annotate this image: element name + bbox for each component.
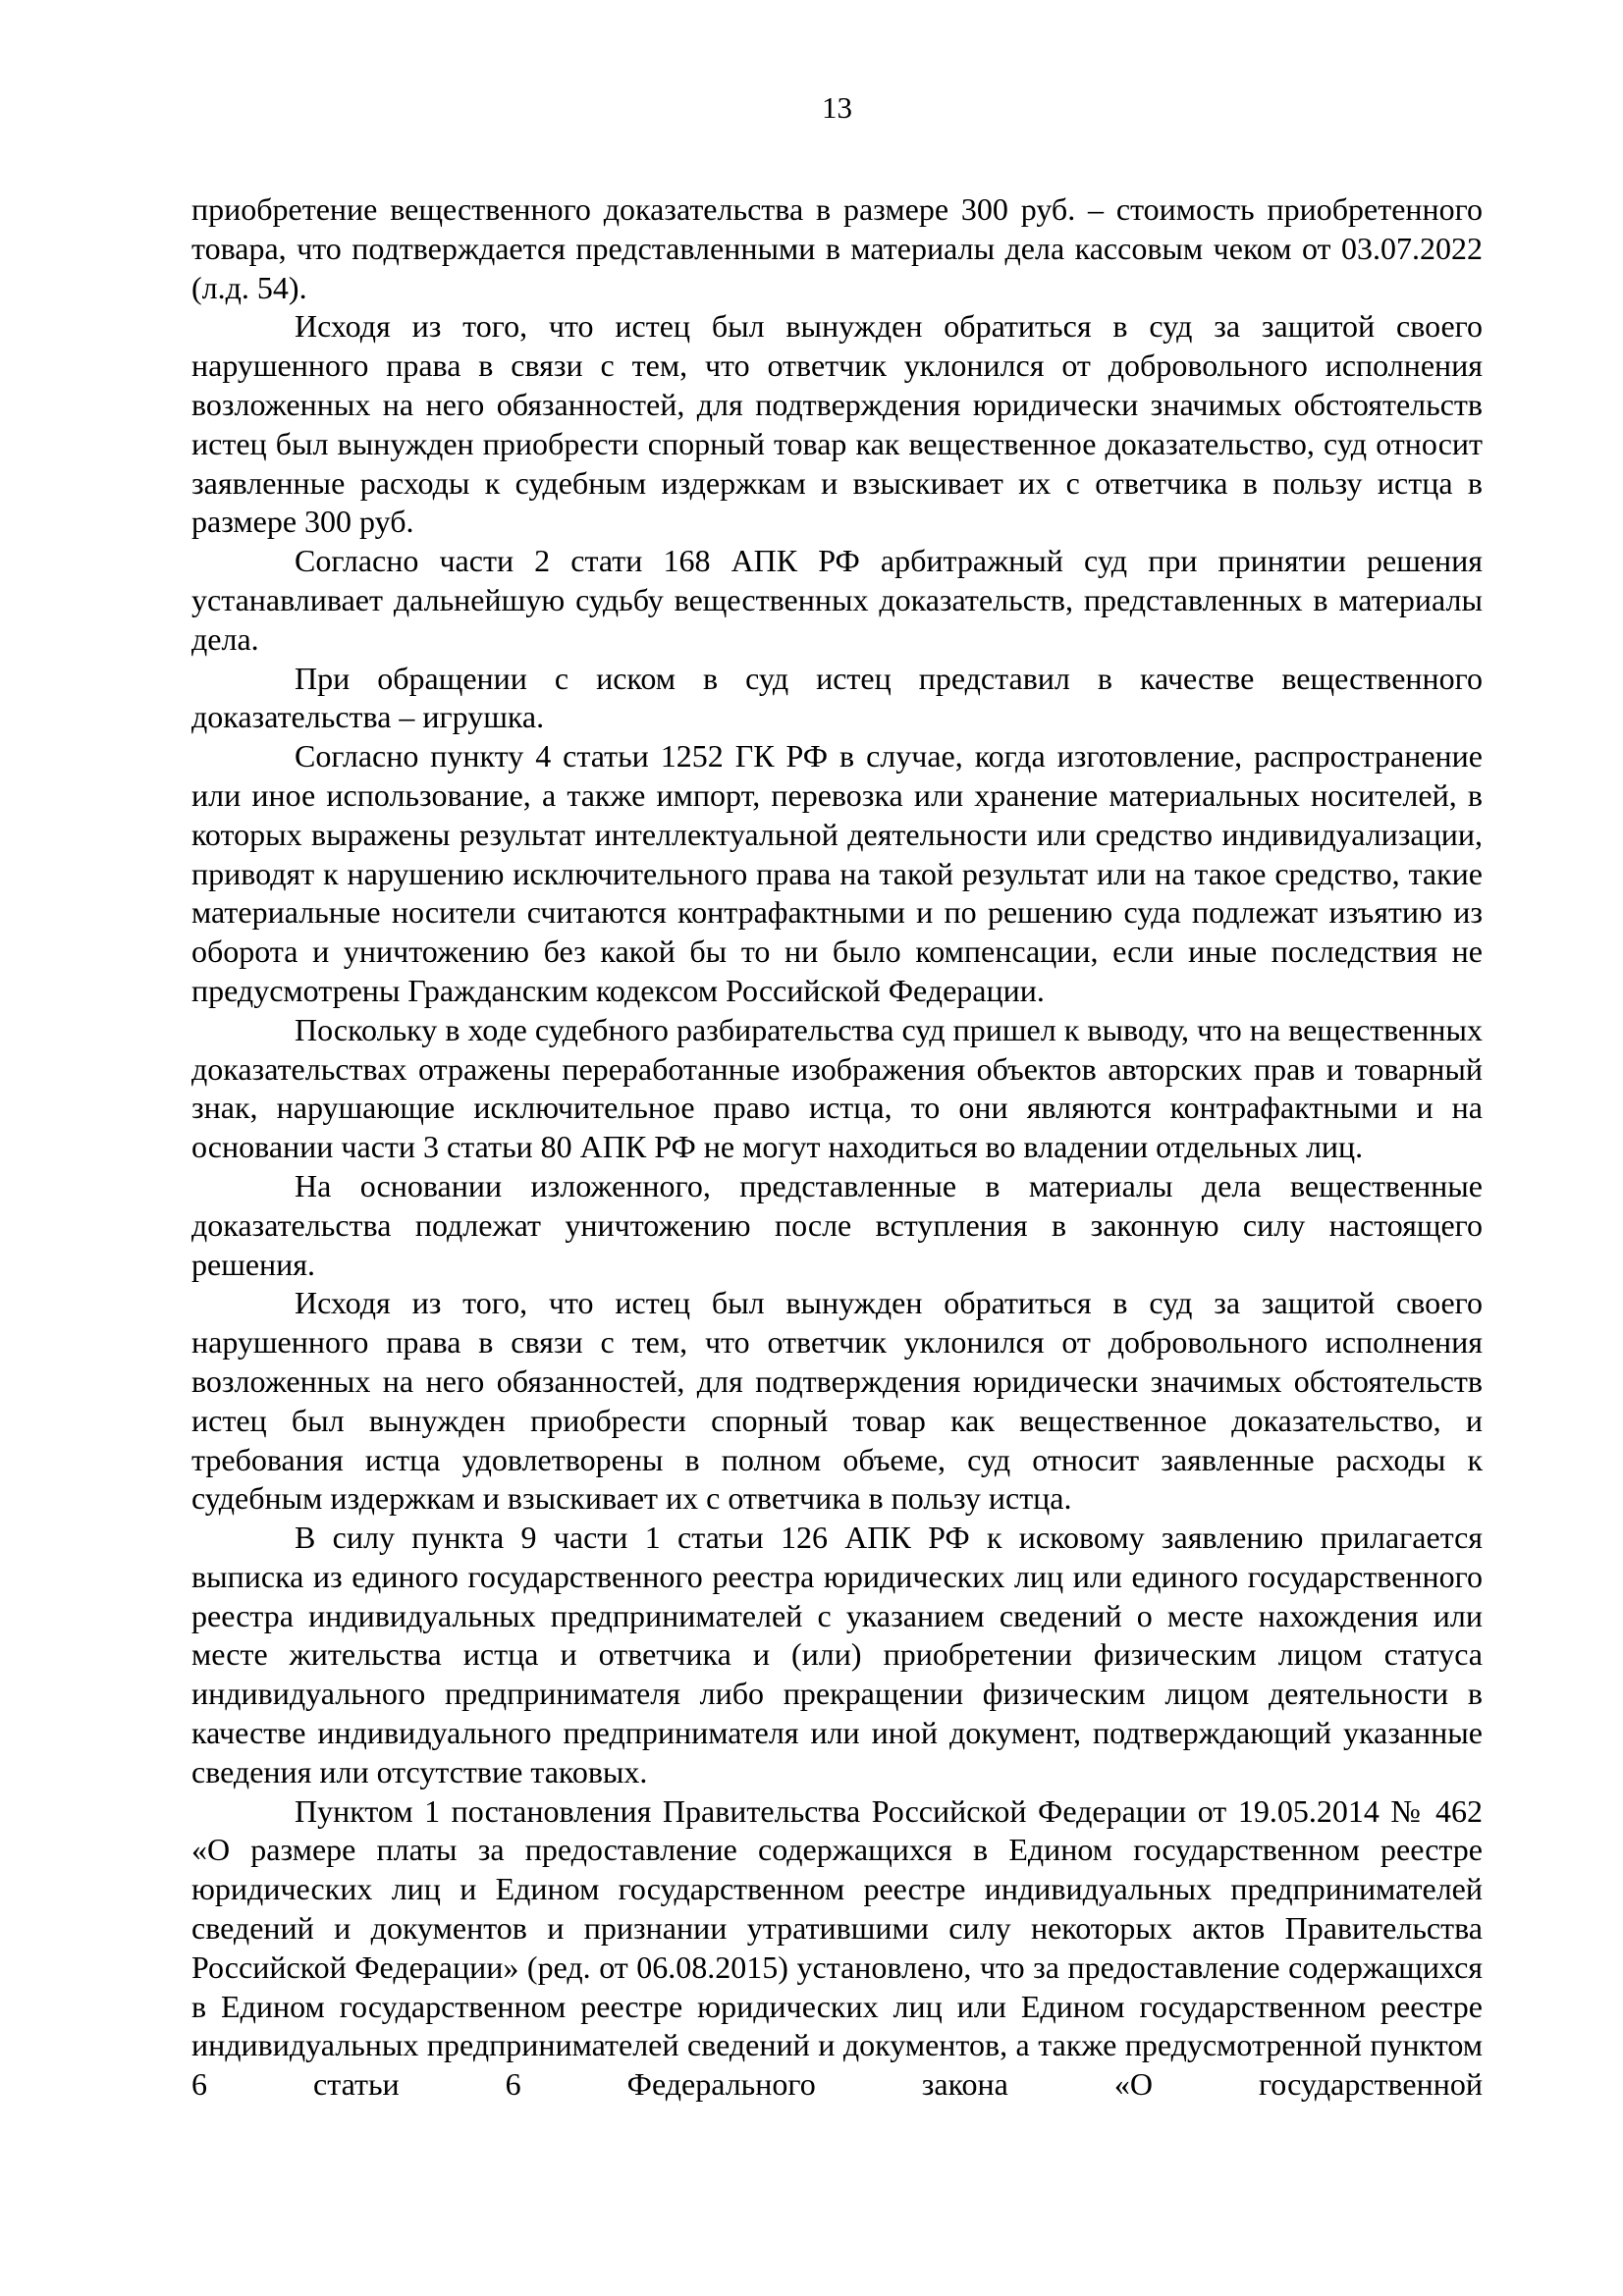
document-body — [191, 190, 1483, 2105]
paragraph: Поскольку в ходе судебного разбирательства суд пришел к выводу, что на вещественных доказательствах отражены переработанные изображения объектов авторских прав и товарный знак, нарушающие исключительное право истца, то они являются контрафактными и на основании части 3 статьи 80 АПК РФ не могут находиться во владении отдельных лиц. — [191, 1011, 1483, 1165]
paragraph: Исходя из того, что истец был вынужден обратиться в суд за защитой своего нарушенного права в связи с тем, что ответчик уклонился от добровольного исполнения возложенных на него обязанностей, для подтверждения юридически значимых обстоятельств истец был вынужден приобрести спорный товар как вещественное доказательство, и требования истца удовлетворены в полном объеме, суд относит заявленные расходы к судебным издержкам и взыскивает их с ответчика в пользу истца. — [191, 1285, 1483, 1517]
paragraph: При обращении с иском в суд истец представил в качестве вещественного доказательства – игрушка. — [191, 660, 1483, 735]
paragraph: Пунктом 1 постановления Правительства Российской Федерации от 19.05.2014 № 462 «О размере платы за предоставление содержащихся в Едином государственном реестре юридических лиц и Едином государственном реестре индивидуальных предпринимателей сведений и документов и признании утратившими силу некоторых актов Правительства Российской Федерации» (ред. от 06.08.2015) установлено, что за предоставление содержащихся в Едином государственном реестре юридических лиц или Едином государственном реестре индивидуальных предпринимателей сведений и документов, а также предусмотренной пунктом 6 статьи 6 Федерального закона «О государственной — [191, 1792, 1483, 2103]
paragraph: В силу пункта 9 части 1 статьи 126 АПК РФ к исковому заявлению прилагается выписка из единого государственного реестра юридических лиц или единого государственного реестра индивидуальных предпринимателей с указанием сведений о месте нахождения или месте жительства истца и ответчика и (или) приобретении физическим лицом статуса индивидуального предпринимателя либо прекращении физическим лицом деятельности в качестве индивидуального предпринимателя или иной документ, подтверждающий указанные сведения или отсутствие таковых. — [191, 1520, 1483, 1789]
paragraph: приобретение вещественного доказательства в размере 300 руб. – стоимость приобретенного товара, что подтверждается представленными в материалы дела кассовым чеком от 03.07.2022 (л.д. 54). — [191, 191, 1483, 305]
paragraph: На основании изложенного, представленные в материалы дела вещественные доказательства подлежат уничтожению после вступления в законную силу настоящего решения. — [191, 1167, 1483, 1282]
paragraph: Согласно части 2 стати 168 АПК РФ арбитражный суд при принятии решения устанавливает дальнейшую судьбу вещественных доказательств, представленных в материалы дела. — [191, 543, 1483, 657]
paragraph: Исходя из того, что истец был вынужден обратиться в суд за защитой своего нарушенного права в связи с тем, что ответчик уклонился от добровольного исполнения возложенных на него обязанностей, для подтверждения юридически значимых обстоятельств истец был вынужден приобрести спорный товар как вещественное доказательство, суд относит заявленные расходы к судебным издержкам и взыскивает их с ответчика в пользу истца в размере 300 руб. — [191, 308, 1483, 540]
paragraph: Согласно пункту 4 статьи 1252 ГК РФ в случае, когда изготовление, распространение или иное использование, а также импорт, перевозка или хранение материальных носителей, в которых выражены результат интеллектуальной деятельности или средство индивидуализации, приводят к нарушению исключительного права на такой результат или на такое средство, такие материальные носители считаются контрафактными и по решению суда подлежат изъятию из оборота и уничтожению без какой бы то ни было компенсации, если иные последствия не предусмотрены Гражданским кодексом Российской Федерации. — [191, 738, 1483, 1008]
page-number: 13 — [822, 90, 852, 125]
